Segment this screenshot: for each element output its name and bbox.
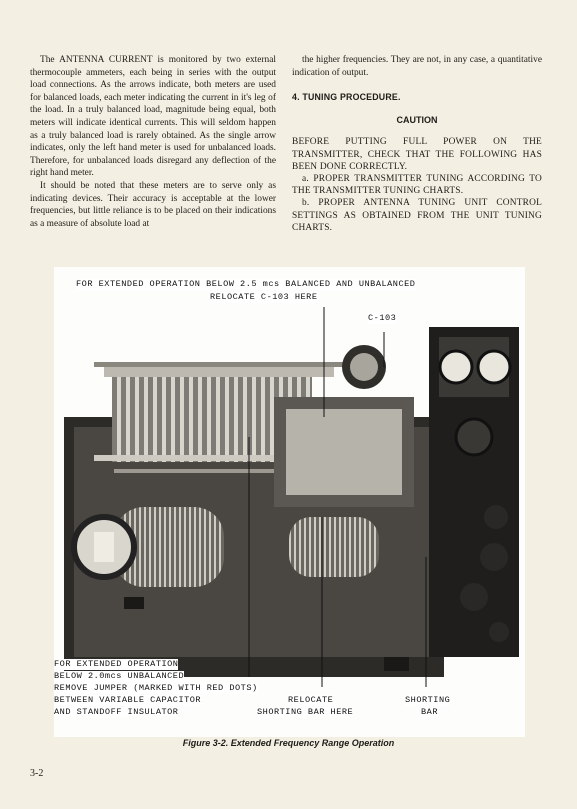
label-bl-line3: REMOVE JUMPER (MARKED WITH RED DOTS) (54, 683, 258, 693)
antenna-current-paragraph: The ANTENNA CURRENT is monitored by two external thermocouple ammeters, each being in series with the output load connections. As the arrows indicate, both meters are used for balanced loads, each meter indicating the current in it's leg of the load. In a truly balanced load, magnitude being equal, both meters will indicate identical currents. This will seldom happen as a truly balanced load is rarely obtained. As the single arrow indicates, only the left hand meter is used for unbalanced loads. Therefore, for unbalanced loads disregard any deflection of the right hand meter. (30, 55, 276, 179)
tuning-procedure-heading: 4. TUNING PROCEDURE. (292, 92, 401, 103)
right-text-column (292, 54, 542, 234)
meter-accuracy-paragraph: It should be noted that these meters are to serve only as indicating devices. Their accuracy is acceptable at the lower frequencies, but little reliance is to be placed on their indications as a measure of absolute load at (30, 180, 276, 229)
label-bl-line2: BELOW 2.0mcs UNBALANCED (54, 671, 185, 681)
caution-body: BEFORE PUTTING FULL POWER ON THE TRANSMITTER, CHECK THAT THE FOLLOWING HAS BEEN DONE CORRECTLY. (292, 137, 542, 172)
label-extended-below-2-5: FOR EXTENDED OPERATION BELOW 2.5 mcs BALANCED AND UNBALANCED (76, 279, 416, 289)
label-shorting-bar-here: SHORTING BAR HERE (257, 707, 354, 717)
label-shorting: SHORTING (405, 695, 451, 705)
page-number: 3-2 (30, 768, 44, 779)
meter-left-icon (440, 351, 472, 383)
meter-right-icon (478, 351, 510, 383)
label-bl-line5: AND STANDOFF INSULATOR (54, 707, 179, 717)
roller-coil-right (289, 517, 379, 577)
caution-title: CAUTION (396, 114, 438, 125)
label-relocate: RELOCATE (288, 695, 334, 705)
label-c103: C-103 (368, 313, 397, 323)
label-bl-line4: BETWEEN VARIABLE CAPACITOR (54, 695, 202, 705)
label-bl-line1: FOR EXTENDED OPERATION (54, 659, 179, 669)
continued-paragraph: the higher frequencies. They are not, in any case, a quantitative indication of output. (292, 55, 542, 78)
label-bar: BAR (421, 707, 438, 717)
figure-caption: Figure 3-2. Extended Frequency Range Operation (182, 738, 395, 748)
caution-item-b: b. PROPER ANTENNA TUNING UNIT CONTROL SETTINGS AS OBTAINED FROM THE UNIT TUNING CHARTS. (292, 198, 542, 233)
equipment-photo-figure (54, 267, 525, 737)
left-text-column (30, 54, 276, 230)
caution-item-a: a. PROPER TRANSMITTER TUNING ACCORDING TO THE TRANSMITTER TUNING CHARTS. (292, 173, 542, 197)
label-relocate-c103: RELOCATE C-103 HERE (210, 292, 318, 302)
